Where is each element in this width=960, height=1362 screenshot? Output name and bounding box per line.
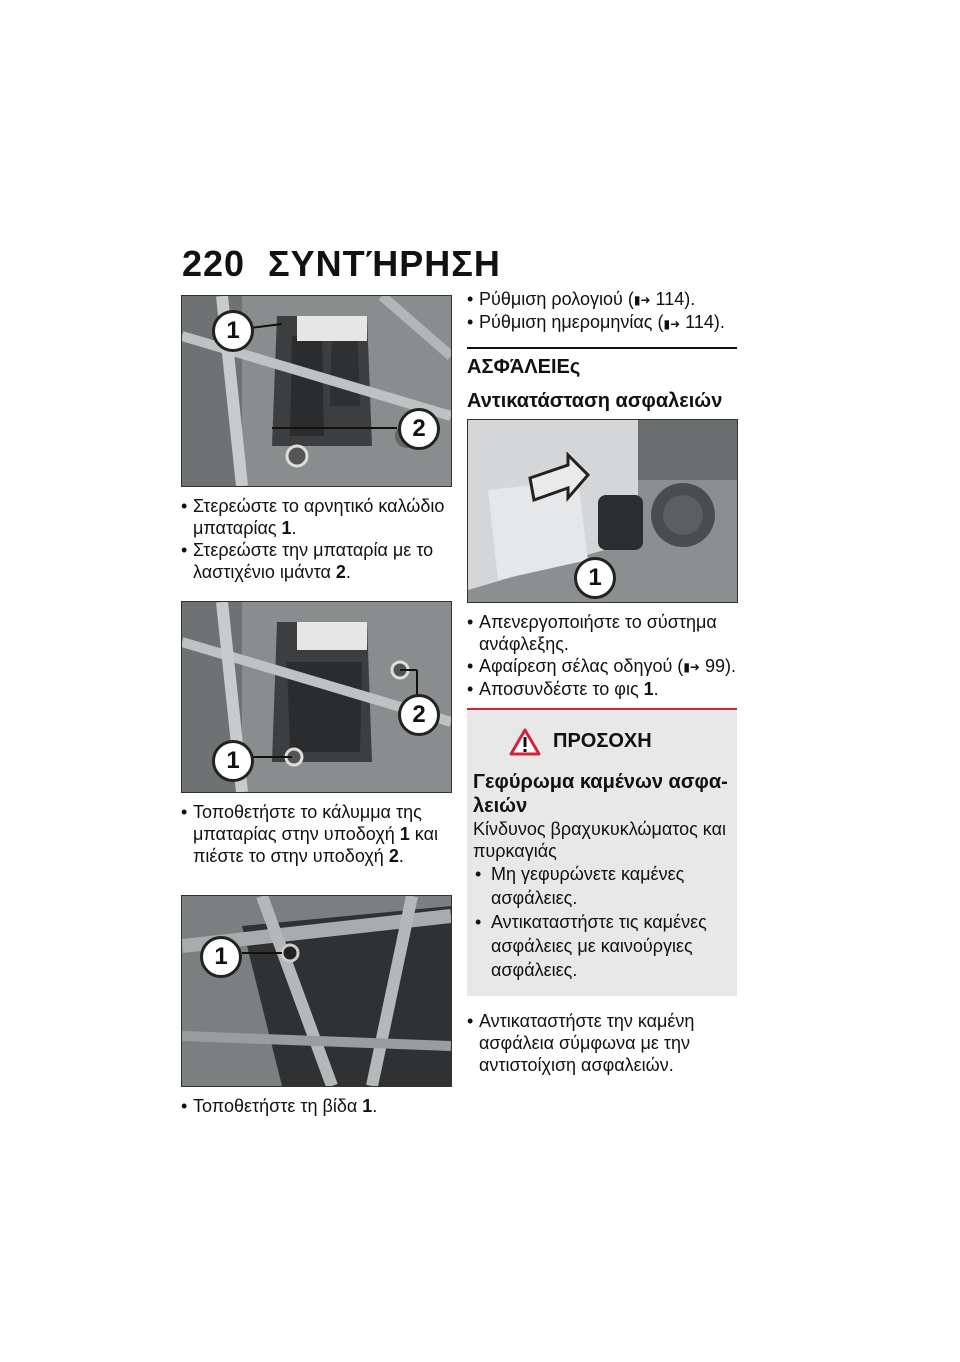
steps-list-top xyxy=(467,288,737,335)
sub-heading: Αντικατάσταση ασφαλειών xyxy=(467,389,723,412)
screw-photo xyxy=(181,895,452,1087)
section-heading: ΑΣΦΆΛΕΙΕς xyxy=(467,355,581,378)
left-column xyxy=(181,295,452,1117)
section-divider xyxy=(467,347,737,349)
callout-1: 1 xyxy=(212,740,254,782)
step-item: • Αφαίρεση σέλας οδηγού (▮➜ 99). xyxy=(467,655,737,678)
steps-list-end xyxy=(467,1010,737,1076)
warning-list xyxy=(473,862,731,982)
step-item: • Ρύθμιση ρολογιού (▮➜ 114). xyxy=(467,288,737,311)
steps-list-3 xyxy=(181,1095,452,1117)
warning-header xyxy=(509,728,731,756)
warning-box xyxy=(467,708,737,996)
page-reference-arrow-icon: ▮➜ xyxy=(663,316,681,331)
callout-2: 2 xyxy=(398,694,440,736)
page-title: ΣΥΝΤΉΡΗΣΗ xyxy=(268,243,501,284)
page-reference-arrow-icon: ▮➜ xyxy=(683,659,700,674)
warning-label: ΠΡΟΣΟΧΗ xyxy=(553,730,652,753)
callout-1: 1 xyxy=(200,936,242,978)
step-item: • Ρύθμιση ημερομηνίας (▮➜ 114). xyxy=(467,311,737,334)
steps-list-mid xyxy=(467,611,737,700)
warning-item: • Μη γεφυρώνετε καμένες ασφάλειες. xyxy=(473,862,731,910)
callout-1: 1 xyxy=(212,310,254,352)
step-item: • Τοποθετήστε το κάλυμμα της μπαταρίας στην υποδοχή 1 και πιέστε το στην υποδοχή 2. xyxy=(181,801,452,867)
step-item: • Τοποθετήστε τη βίδα 1. xyxy=(181,1095,452,1117)
step-item: • Αποσυνδέστε το φις 1. xyxy=(467,678,737,700)
warning-title: Γεφύρωμα καμένων ασφα-λειών xyxy=(473,770,728,817)
battery-photo-2 xyxy=(181,601,452,793)
page-number: 220 xyxy=(182,243,246,284)
step-item: • Στερεώστε το αρνητικό καλώδιο μπαταρίας 1. xyxy=(181,495,452,539)
fuse-photo xyxy=(467,419,738,603)
steps-list-1 xyxy=(181,495,452,583)
right-column xyxy=(467,288,737,1076)
callout-2: 2 xyxy=(398,408,440,450)
warning-triangle-icon xyxy=(509,728,541,756)
step-item: • Αντικαταστήστε την καμένη ασφάλεια σύμφωνα με την αντιστοίχιση ασφαλειών. xyxy=(467,1010,737,1076)
page-reference-arrow-icon: ▮➜ xyxy=(633,293,651,308)
step-item: • Στερεώστε την μπαταρία με το λαστιχένιο ιμάντα 2. xyxy=(181,539,452,583)
warning-item: • Αντικαταστήστε τις καμένες ασφάλειες με καινούργιες ασφάλειες. xyxy=(473,910,731,982)
warning-text: Κίνδυνος βραχυκυκλώματος και πυρκαγιάς xyxy=(473,818,726,861)
steps-list-2 xyxy=(181,801,452,867)
step-item: • Απενεργοποιήστε το σύστημα ανάφλεξης. xyxy=(467,611,737,655)
battery-photo-1 xyxy=(181,295,452,487)
callout-1: 1 xyxy=(574,557,616,599)
